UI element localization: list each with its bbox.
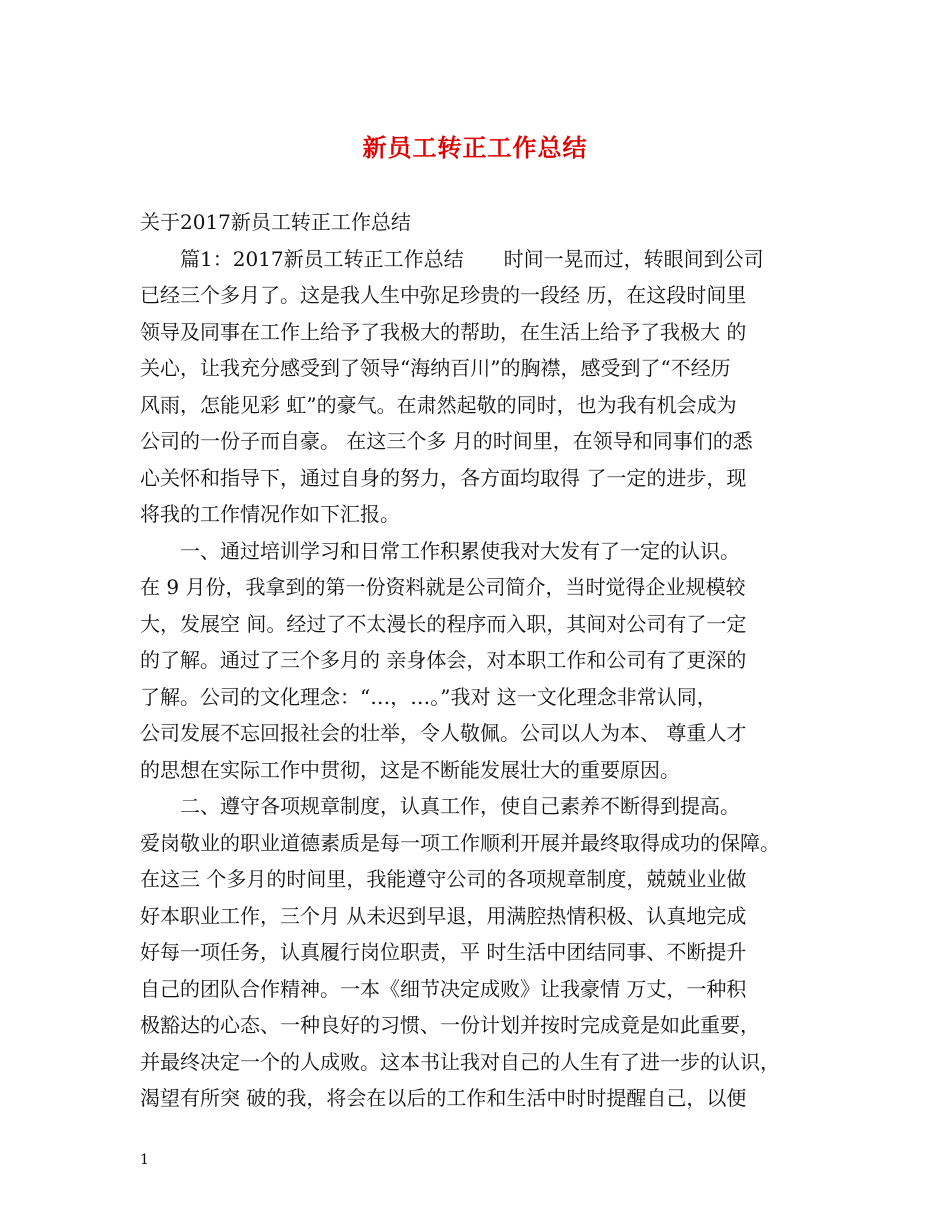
text-line: 心关怀和指导下，通过自身的努力，各方面均取得 了一定的进步，现 — [140, 465, 747, 490]
text-line: 在 9 月份，我拿到的第一份资料就是公司简介，当时觉得企业规模较 — [140, 575, 746, 599]
text-line: 的思想在实际工作中贯彻，这是不断能发展壮大的重要原因。 — [140, 757, 680, 782]
text-line: 公司发展不忘回报社会的壮举，令人敬佩。公司以人为本、 尊重人才 — [140, 721, 747, 745]
text-line: 了解。公司的文化理念：“…，…。”我对 这一文化理念非常认同， — [140, 684, 717, 709]
text-line: 大，发展空 间。经过了不太漫长的程序而入职，其间对公司有了一定 — [140, 611, 747, 636]
text-line: 并最终决定一个的人成败。这本书让我对自己的人生有了进一步的认识， — [140, 1049, 780, 1074]
text-line: 一、通过培训学习和日常工作积累使我对大发有了一定的认识。 — [140, 538, 740, 563]
document-title: 新员工转正工作总结 — [362, 133, 588, 162]
text-line: 公司的一份子而自豪。 在这三个多 月的时间里，在领导和同事们的悉 — [140, 429, 753, 453]
document-body — [140, 204, 840, 1117]
text-line: 好本职业工作，三个月 从未迟到早退，用满腔热情积极、认真地完成 — [140, 903, 747, 928]
text-line: 自己的团队合作精神。一本《细节决定成败》让我豪情 万丈，一种积 — [140, 976, 747, 1001]
text-line: 的了解。通过了三个多月的 亲身体会，对本职工作和公司有了更深的 — [140, 648, 747, 672]
text-line: 关于2017新员工转正工作总结 — [140, 210, 411, 234]
text-line: 爱岗敬业的职业道德素质是每一项工作顺利开展并最终取得成功的保障。 — [140, 830, 780, 855]
text-line: 好每一项任务，认真履行岗位职责，平 时生活中团结同事、不断提升 — [140, 940, 747, 964]
text-line: 二、遵守各项规章制度，认真工作，使自己素养不断得到提高。 — [140, 794, 740, 818]
text-line: 风雨，怎能见彩 虹”的豪气。在肃然起敬的同时，也为我有机会成为 — [140, 392, 737, 417]
text-line: 已经三个多月了。这是我人生中弥足珍贵的一段经 历，在这段时间里 — [140, 283, 747, 307]
text-line: 渴望有所突 破的我，将会在以后的工作和生活中时时提醒自己，以便 — [140, 1086, 747, 1110]
text-line: 关心，让我充分感受到了领导“海纳百川”的胸襟，感受到了“不经历 — [140, 356, 731, 380]
text-line: 将我的工作情况作如下汇报。 — [140, 502, 400, 526]
text-line: 篇1：2017新员工转正工作总结 时间一晃而过，转眼间到公司 — [140, 246, 764, 271]
text-line: 极豁达的心态、一种良好的习惯、一份计划并按时完成竟是如此重要， — [140, 1013, 760, 1037]
text-line: 在这三 个多月的时间里，我能遵守公司的各项规章制度，兢兢业业做 — [140, 867, 747, 891]
text-line: 领导及同事在工作上给予了我极大的帮助，在生活上给予了我极大 的 — [140, 319, 747, 344]
page-number: 1 — [140, 1152, 149, 1168]
